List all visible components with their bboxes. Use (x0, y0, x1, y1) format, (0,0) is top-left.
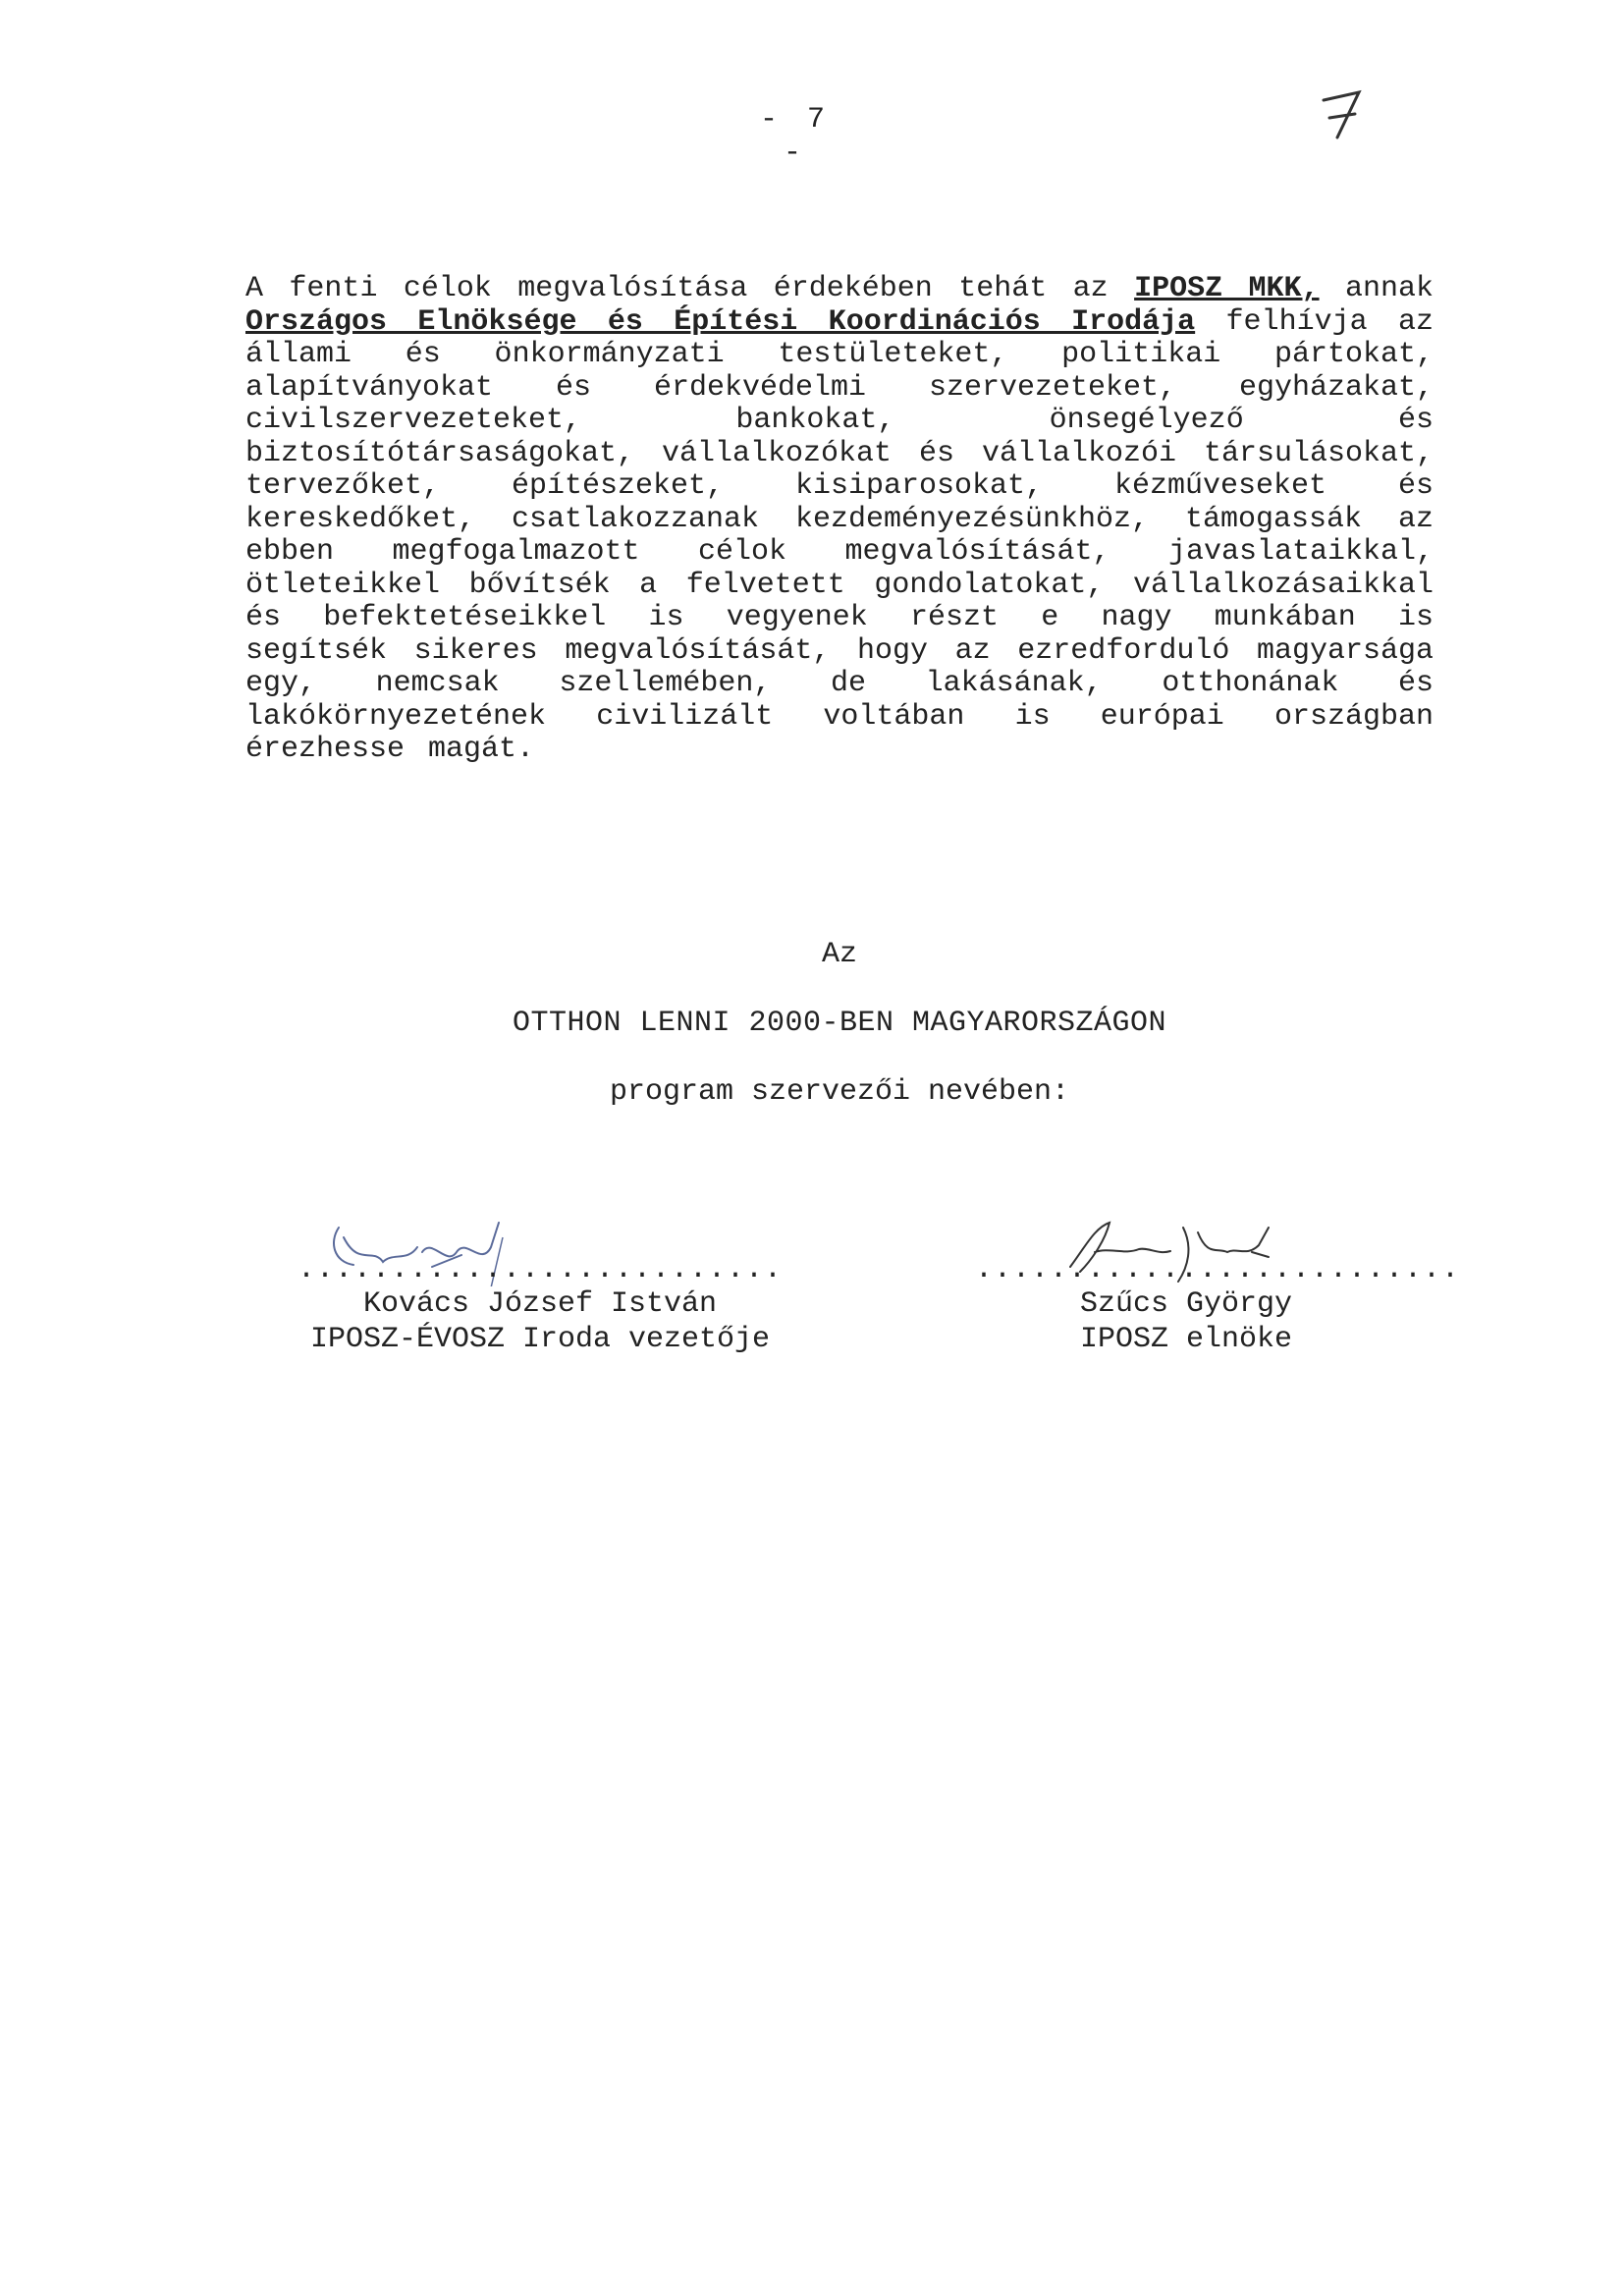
signer-left-name: Kovács József István (362, 1287, 718, 1321)
dotted-line-right: .......................... (974, 1253, 1461, 1286)
paragraph-text-2: annak (1319, 272, 1434, 305)
underlined-office-name: Országos Elnöksége és Építési Koordinációs Irodája (245, 304, 1196, 339)
signature-line-right (913, 1218, 1522, 1286)
program-title: OTTHON LENNI 2000-BEN MAGYARORSZÁGON (512, 1007, 1167, 1040)
handwritten-page-number (1316, 79, 1375, 147)
signer-right-role: IPOSZ elnöke (1080, 1323, 1293, 1356)
paragraph-text-3: felhívja az állami és önkormányzati testületeket, politikai pártokat, alapítványokat és érdekvédelmi szervezeteket, egyházakat, civilszervezeteket, bankokat, önsegélyező és biztosítótársaságokat, vállalkozókat és vállalkozói társulásokat, tervezőket, építészeket, kisiparosokat, kézműveseket és kereskedőket, csatlakozzanak kezdeményezésünkhöz, támogassák az ebben megfogalmazott célok megvalósítását, javaslataikkal, ötleteikkel bővítsék a felvetett gondolatokat, vállalkozásaikkal és befektetéseikkel is vegyenek részt e nagy munkában is segítsék sikeres megvalósítását, hogy az ezredforduló magyarsága egy, nemcsak szellemében, de lakásának, otthonának és lakókörnyezetének civilizált voltában is európai országban érezhesse magát. (245, 304, 1434, 766)
closing-az: Az (821, 938, 857, 971)
signature-block-left (236, 1218, 844, 1357)
signature-line-left (236, 1218, 844, 1286)
underlined-iposz-mkk: IPOSZ MKK, (1134, 272, 1320, 305)
signature-block-right (913, 1218, 1522, 1357)
signer-right-name: Szűcs György (1080, 1287, 1293, 1321)
main-paragraph (245, 273, 1434, 767)
dotted-line-left: .......................... (297, 1253, 784, 1286)
signer-left-role: IPOSZ-ÉVOSZ Iroda vezetője (309, 1323, 771, 1356)
page-number: - 7 - (759, 103, 831, 170)
program-subtitle: program szervezői nevében: (609, 1075, 1070, 1109)
paragraph-text-1: A fenti célok megvalósítása érdekében tehát az (245, 272, 1135, 305)
